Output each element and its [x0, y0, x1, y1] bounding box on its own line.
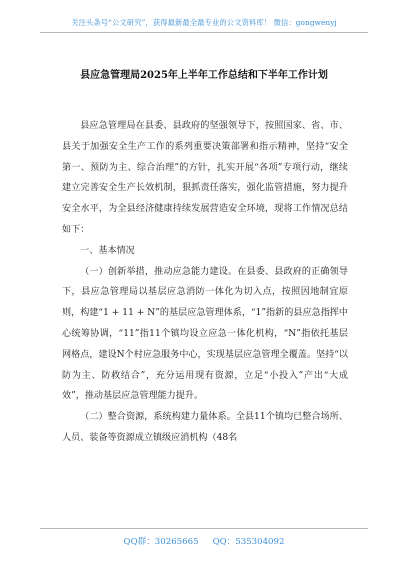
intro-paragraph: 县应急管理局在县委、县政府的坚强领导下，按照国家、省、市、县关于加强安全生产工作的系列重要决策部署和指示精神，坚持“安全第一、预防为主、综合治理”的方针，扎实开展“各项”专项行动，继续建立完善安全生产长效机制，狠抓责任落实，强化监管措施，努力提升安全水平，为全县经济健康持续发展营造安全环境，现将工作情况总结如下：: [62, 121, 348, 235]
header-banner: 关注头条号“公文研究”，获得最新最全最专业的公文资料库！ 微信：gongwenyj: [71, 18, 337, 27]
document-body: [62, 116, 348, 449]
footer-divider: [40, 528, 368, 529]
body-paragraph-1: （一）创新举措，推动应急能力建设。在县委、县政府的正确领导下，县应急管理局以基层应急消防一体化为切入点，按照因地制宜原则，构建“1 + 11 + N”的基层应急管理体系，“1”指新的县应急指挥中心统筹协调，“11”指11个镇均设立应急一体化机构，“N”指依托基层网格点，建设N个村应急服务中心，实现基层应急管理全覆盖。坚持“以防为主、防救结合”，充分运用现有资源，立足“小投入”产出“大成效”，推动基层应急管理能力提升。: [62, 266, 348, 402]
footer-contact: [0, 535, 408, 547]
footer-qq: QQ：535304092: [212, 537, 285, 547]
section-heading: 一、基本情况: [80, 245, 135, 256]
header-divider: [40, 32, 368, 33]
document-title: 县应急管理局2025年上半年工作总结和下半年工作计划: [80, 70, 328, 81]
footer-qq-group: QQ群：30265665: [123, 537, 199, 547]
body-paragraph-2: （二）整合资源，系统构建力量体系。全县11个镇均已整合场所、人员、装备等资源成立镇级应消机构（48名: [62, 412, 348, 443]
